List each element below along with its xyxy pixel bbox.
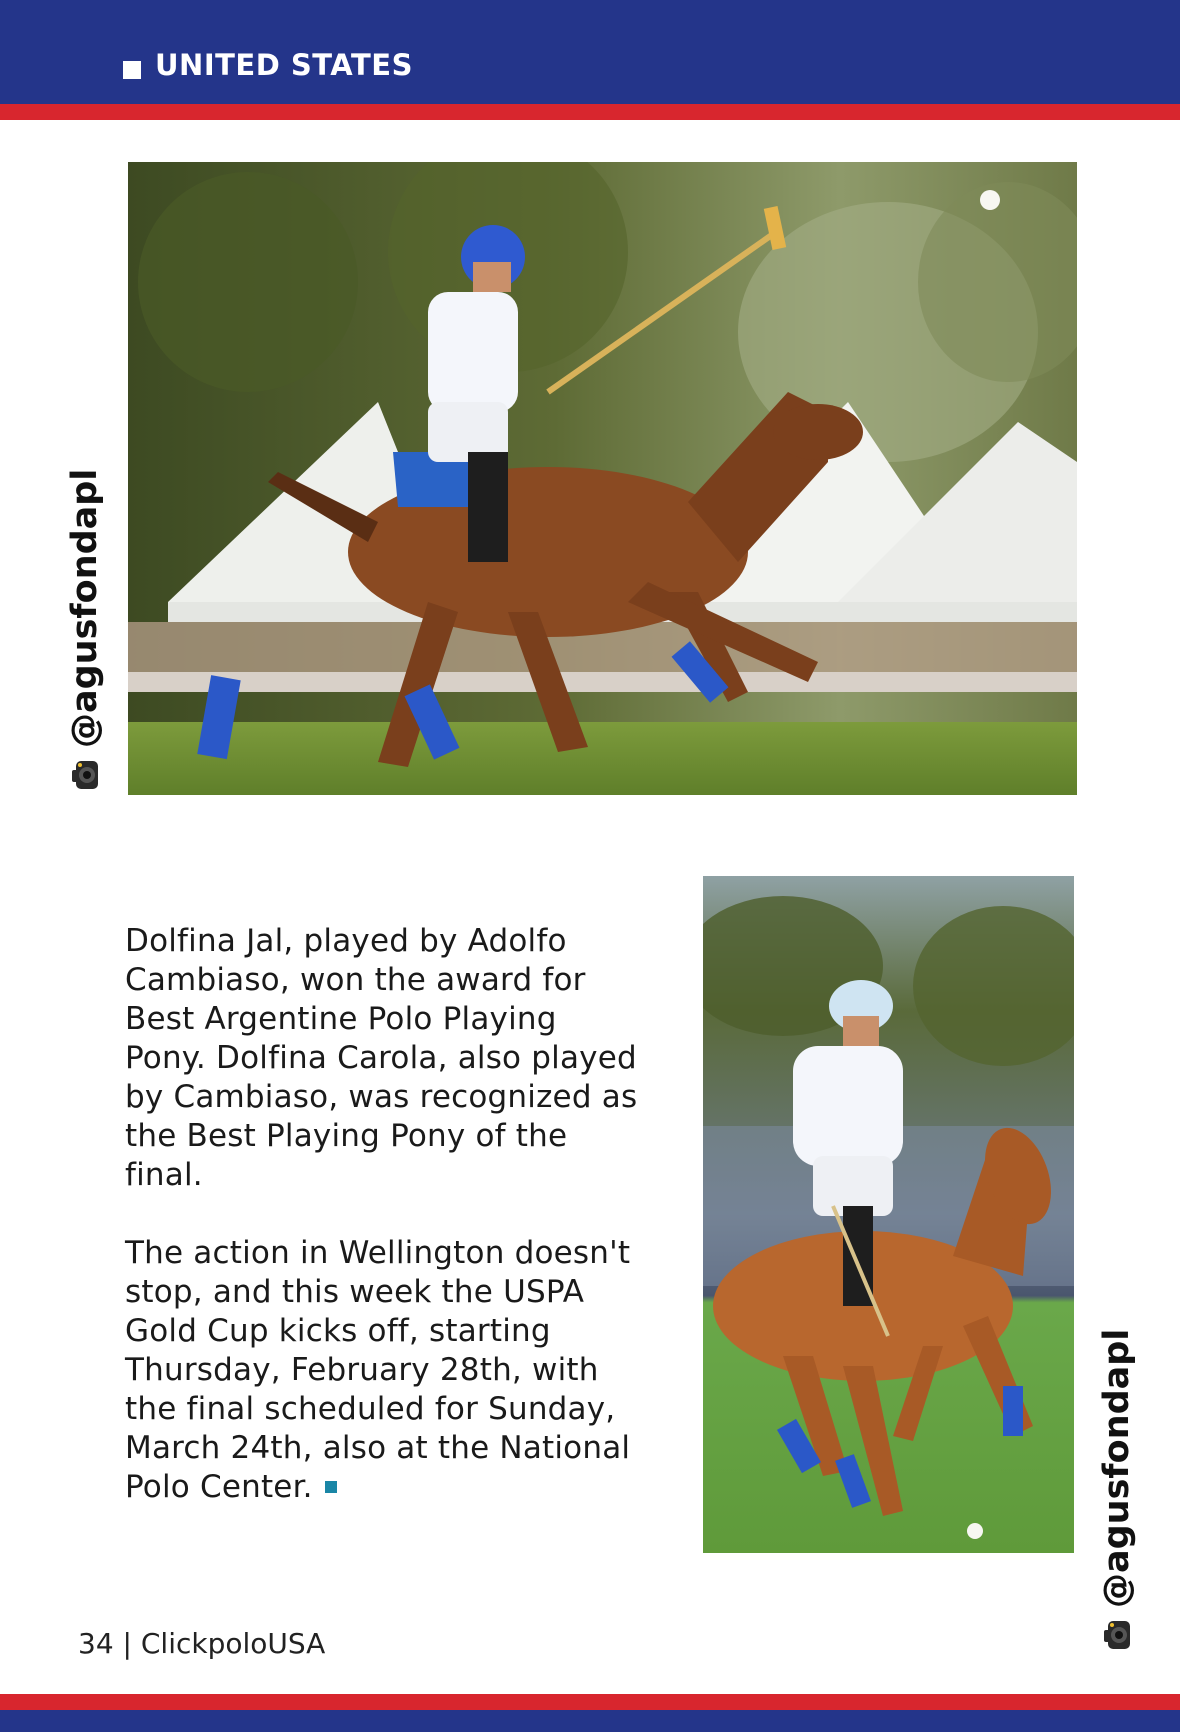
polo-action-photo-side [703,876,1074,1553]
photo-credit-side [1095,1302,1139,1652]
article-body [125,922,645,1546]
footer-stripe [0,1694,1180,1710]
section-square-icon [123,61,141,79]
section-title: UNITED STATES [155,48,413,82]
footer-bar [0,1710,1180,1732]
camera-icon [68,758,102,792]
polo-action-photo-top [128,162,1077,795]
photo-credit-text: @agusfondapl [1097,1328,1137,1608]
photo-credit-top [63,442,107,792]
article-paragraph: Dolfina Jal, played by Adolfo Cambiaso, won the award for Best Argentine Polo Playing Pony. Dolfina Carola, also played by Cambiaso, was recognized as the Best Playing Pony of the final. [125,923,638,1193]
camera-icon [1100,1618,1134,1652]
article-paragraph [125,1234,645,1507]
page-footer: 34 | ClickpoloUSA [78,1627,326,1660]
article-paragraph-text: The action in Wellington doesn't stop, and this week the USPA Gold Cup kicks off, starting Thursday, February 28th, with the final scheduled for Sunday, March 24th, also at the National Polo Center. [125,1235,631,1505]
end-mark-icon [325,1481,337,1493]
header-stripe [0,104,1180,120]
photo-credit-text: @agusfondapl [65,468,105,748]
